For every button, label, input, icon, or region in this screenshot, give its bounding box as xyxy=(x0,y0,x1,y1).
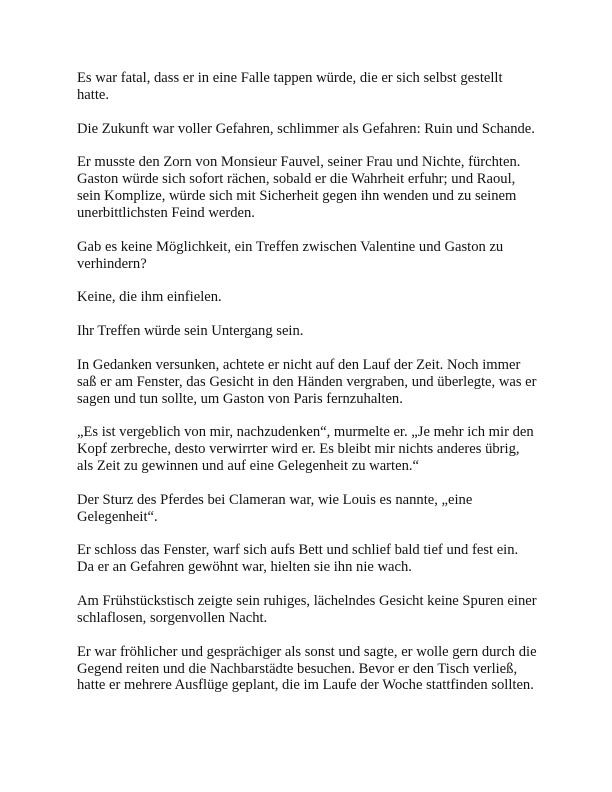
paragraph-4: Gab es keine Möglichkeit, ein Treffen zwischen Valentine und Gaston zu verhindern? xyxy=(77,238,504,272)
paragraph-9: Der Sturz des Pferdes bei Clameran war, wie Louis es nannte, „eine Gelegenheit“. xyxy=(77,491,473,525)
paragraph-7: In Gedanken versunken, achtete er nicht auf den Lauf der Zeit. Noch immer saß er am Fenster, das Gesicht in den Händen vergraben, und überlegte, was er sagen und tun sollte, um Gaston von Paris fernzuhalten. xyxy=(77,356,537,407)
paragraph-10: Er schloss das Fenster, warf sich aufs Bett und schlief bald tief und fest ein. Da er an Gefahren gewöhnt war, hielten sie ihn nie wach. xyxy=(77,542,519,576)
paragraph-8: „Es ist vergeblich von mir, nachzudenken“, murmelte er. „Je mehr ich mir den Kopf zerbreche, desto verwirrter wird er. Es bleibt mir nichts anderes übrig, als Zeit zu gewinnen und auf eine Gelegenheit zu warten.“ xyxy=(77,424,534,475)
paragraph-12: Er war fröhlicher und gesprächiger als sonst und sagte, er wolle gern durch die Gegend reiten und die Nachbarstädte besuchen. Bevor er den Tisch verließ, hatte er mehrere Ausflüge geplant, die im Laufe der Woche stattfinden sollten. xyxy=(77,643,537,694)
paragraph-5: Keine, die ihm einfielen. xyxy=(77,289,222,306)
paragraph-11: Am Frühstückstisch zeigte sein ruhiges, lächelndes Gesicht keine Spuren einer schlaflosen, sorgenvollen Nacht. xyxy=(77,593,537,626)
paragraph-2: Die Zukunft war voller Gefahren, schlimmer als Gefahren: Ruin und Schande. xyxy=(77,120,535,137)
paragraph-3: Er musste den Zorn von Monsieur Fauvel, seiner Frau und Nichte, fürchten. Gaston würde sich sofort rächen, sobald er die Wahrheit erfuhr; und Raoul, sein Komplize, würde sich mit Sicherheit gegen ihn wenden und zu seinem unerbittlichsten Feind werden. xyxy=(77,154,521,222)
paragraph-1: Es war fatal, dass er in eine Falle tappen würde, die er sich selbst gestellt hatte. xyxy=(77,70,503,103)
document-page xyxy=(77,70,537,711)
paragraph-6: Ihr Treffen würde sein Untergang sein. xyxy=(77,323,304,340)
